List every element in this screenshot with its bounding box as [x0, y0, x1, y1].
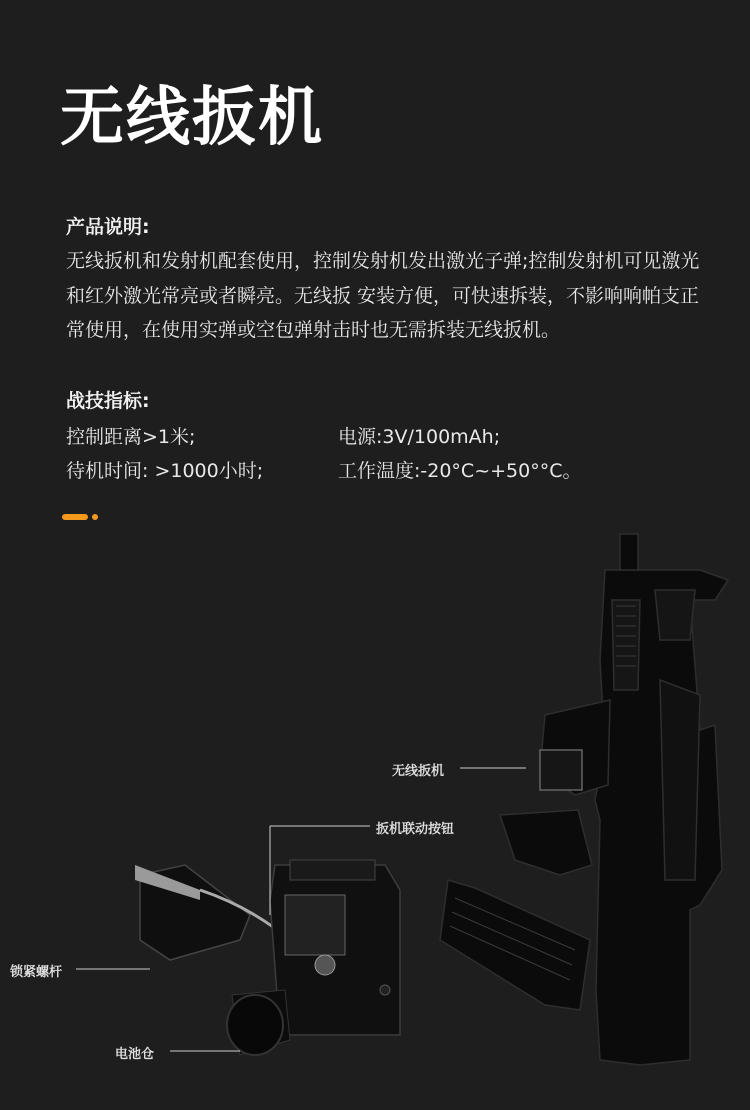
trigger-device-image	[135, 860, 400, 1055]
callout-battery: 电池仓	[115, 1047, 155, 1062]
description-heading: 产品说明:	[66, 216, 150, 238]
product-illustration	[0, 520, 750, 1110]
specs-heading: 战技指标:	[66, 390, 150, 412]
spec-range: 控制距离>1米;	[66, 426, 196, 448]
callout-lock-screw: 锁紧螺杆	[10, 965, 63, 980]
callout-wireless-trigger: 无线扳机	[392, 764, 445, 779]
mounted-trigger-image	[540, 750, 582, 790]
rifle-image	[440, 534, 728, 1065]
spec-temperature: 工作温度:-20°C~+50°°C。	[338, 460, 582, 482]
spec-standby: 待机时间: >1000小时;	[66, 460, 264, 482]
description-text: 无线扳机和发射机配套使用，控制发射机发出激光子弹;控制发射机可见激光和红外激光常亮或者瞬亮。无线扳 安装方便，可快速拆装，不影响响帕支正常使用，在使用实弹或空包弹射击时也无需拆装无线扳机。	[66, 250, 700, 341]
callout-linkage-button: 扳机联动按钮	[376, 822, 455, 837]
spec-power: 电源:3V/100mAh;	[338, 426, 501, 448]
page-title: 无线扳机	[60, 81, 324, 155]
